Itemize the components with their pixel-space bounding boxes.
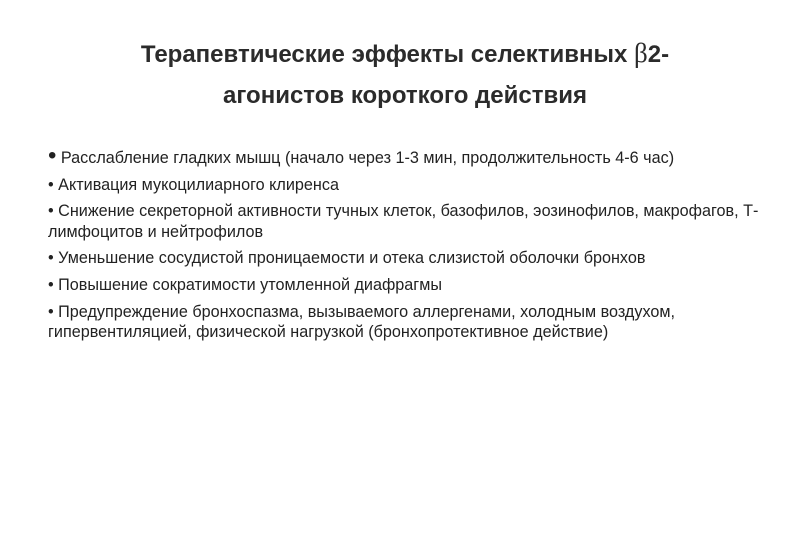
bullet-icon: • xyxy=(48,142,57,169)
slide-title xyxy=(70,33,740,116)
bullet-item xyxy=(48,142,768,169)
title-line-1-suffix: 2- xyxy=(647,41,670,68)
title-line-1-text: Терапевтические эффекты селективных xyxy=(140,41,635,68)
bullet-text: Снижение секреторной активности тучных клеток, базофилов, эозинофилов, макрофагов, Т-лимфоцитов и нейтрофилов xyxy=(48,202,759,241)
bullet-item xyxy=(48,275,768,296)
bullet-item xyxy=(48,201,768,242)
title-line-2: агонистов короткого действия xyxy=(223,82,587,109)
title-line-1 xyxy=(70,33,740,75)
bullet-text: Предупреждение бронхоспазма, вызываемого аллергенами, холодным воздухом, гипервентиляцией, физической нагрузкой (бронхопротективное действие) xyxy=(48,302,676,342)
bullet-item xyxy=(48,248,768,269)
bullet-icon: • xyxy=(48,202,54,221)
bullet-icon: • xyxy=(48,275,54,294)
beta-symbol: β xyxy=(634,38,648,68)
bullet-icon: • xyxy=(48,249,54,268)
bullet-text: Активация мукоцилиарного клиренса xyxy=(58,175,339,194)
bullet-text: Уменьшение сосудистой проницаемости и отека слизистой оболочки бронхов xyxy=(58,249,646,268)
bullet-list xyxy=(48,142,768,349)
bullet-item xyxy=(48,175,768,196)
bullet-icon: • xyxy=(48,302,54,321)
bullet-item xyxy=(48,302,768,343)
bullet-text: Повышение сократимости утомленной диафрагмы xyxy=(58,275,442,294)
bullet-text: Расслабление гладких мышц (начало через 1-3 мин, продолжительность 4-6 час) xyxy=(60,149,675,167)
bullet-icon: • xyxy=(48,175,54,194)
